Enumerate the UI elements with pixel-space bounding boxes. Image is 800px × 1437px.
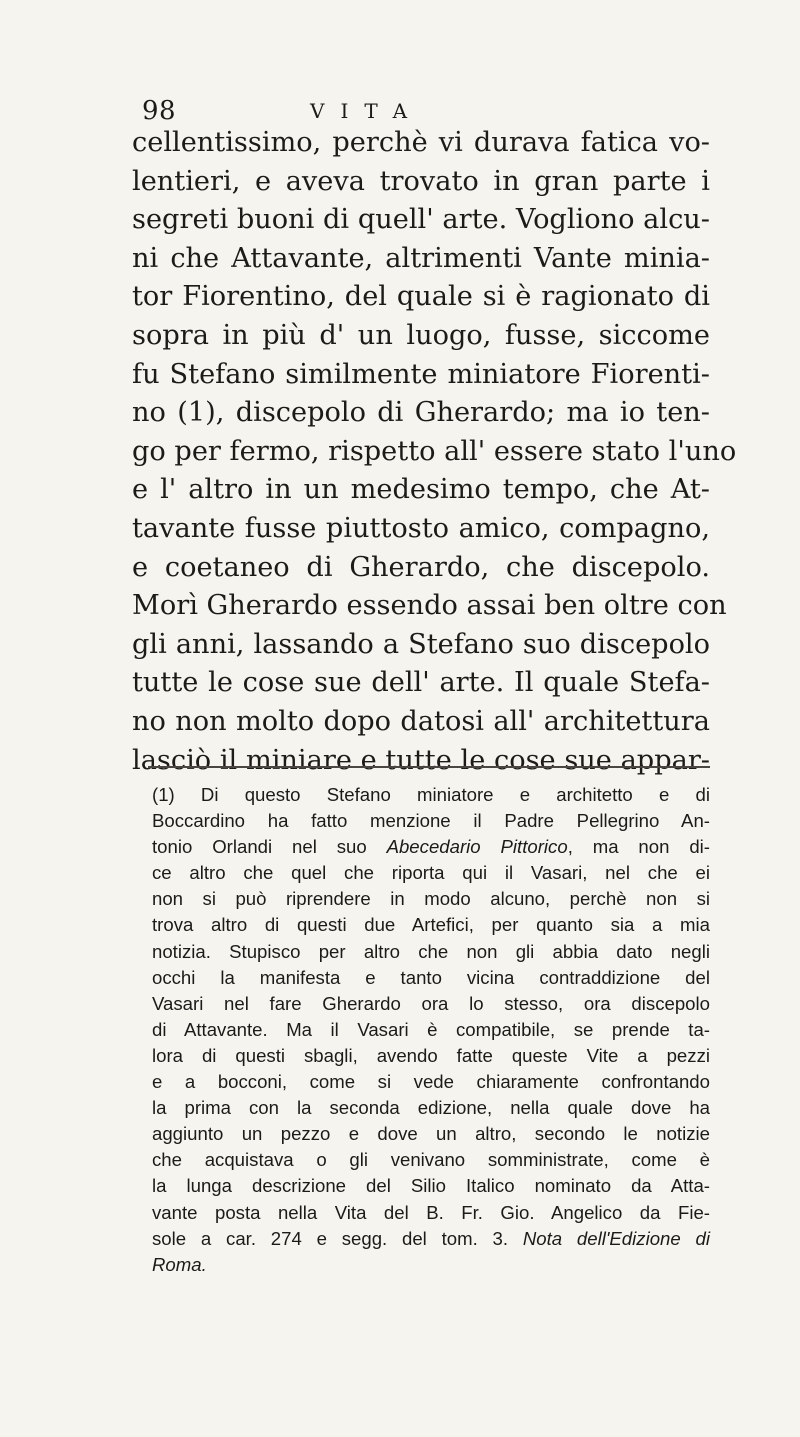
running-title: VITA bbox=[310, 99, 424, 123]
footnote-text: Vasari nel fare Gherardo ora lo stesso, ora discepolo bbox=[152, 992, 710, 1014]
footnote-line bbox=[152, 1121, 710, 1147]
footnote-line bbox=[152, 1200, 710, 1226]
footnote-separator-rule bbox=[148, 766, 710, 768]
text-line: gli anni, lassando a Stefano suo discepolo bbox=[132, 628, 710, 660]
text-line: go per fermo, rispetto all' essere stato l'uno bbox=[132, 435, 737, 467]
footnote-text: vante posta nella Vita del B. Fr. Gio. Angelico da Fie- bbox=[152, 1201, 710, 1223]
footnote-line bbox=[152, 1252, 710, 1278]
text-line: lasciò il miniare e tutte le cose sue appar- bbox=[132, 744, 710, 776]
footnote-text: la prima con la seconda edizione, nella quale dove ha bbox=[152, 1097, 710, 1119]
footnote-text: non si può riprendere in modo alcuno, perchè non si bbox=[152, 888, 710, 910]
footnote-line bbox=[152, 834, 710, 860]
footnote-italic-text: Abecedario Pittorico bbox=[386, 836, 568, 858]
footnote-text: notizia. Stupisco per altro che non gli abbia dato negli bbox=[152, 940, 710, 962]
text-line: e coetaneo di Gherardo, che discepolo. bbox=[132, 551, 710, 583]
footnote-text: e a bocconi, come si vede chiaramente confrontando bbox=[152, 1071, 710, 1093]
footnote-line bbox=[152, 1226, 710, 1252]
text-line: segreti buoni di quell' arte. Vogliono alcu- bbox=[132, 204, 710, 236]
text-line: no (1), discepolo di Gherardo; ma io ten- bbox=[132, 397, 710, 429]
footnote-text: , ma non di- bbox=[567, 836, 711, 858]
running-head bbox=[142, 96, 702, 126]
main-text bbox=[132, 124, 737, 780]
footnote-text: ce altro che quel che riporta qui il Vasari, nel che ei bbox=[152, 862, 710, 884]
footnote-italic-text: Roma. bbox=[152, 1253, 207, 1275]
footnote-text: lora di questi sbagli, avendo fatte queste Vite a pezzi bbox=[152, 1044, 710, 1066]
footnote-line bbox=[152, 912, 710, 938]
footnote bbox=[152, 782, 710, 1278]
footnote-line bbox=[152, 886, 710, 912]
footnote-line bbox=[152, 782, 710, 808]
text-line: e l' altro in un medesimo tempo, che At- bbox=[132, 474, 710, 506]
footnote-line bbox=[152, 1095, 710, 1121]
text-line: ni che Attavante, altrimenti Vante minia- bbox=[132, 242, 710, 274]
footnote-line bbox=[152, 991, 710, 1017]
text-line: Morì Gherardo essendo assai ben oltre con bbox=[132, 590, 727, 622]
footnote-line bbox=[152, 1043, 710, 1069]
footnote-text: tonio Orlandi nel suo bbox=[152, 836, 387, 858]
footnote-text: di Attavante. Ma il Vasari è compatibile, se prende ta- bbox=[152, 1018, 710, 1040]
footnote-text: (1) Di questo Stefano miniatore e architetto e di bbox=[152, 784, 710, 805]
footnote-line bbox=[152, 1017, 710, 1043]
footnote-text: la lunga descrizione del Silio Italico nominato da Atta- bbox=[152, 1175, 710, 1197]
page-number: 98 bbox=[142, 96, 177, 126]
footnote-line bbox=[152, 1147, 710, 1173]
footnote-text: aggiunto un pezzo e dove un altro, secondo le notizie bbox=[152, 1123, 710, 1145]
footnote-line bbox=[152, 965, 710, 991]
footnote-line bbox=[152, 860, 710, 886]
footnote-text: occhi la manifesta e tanto vicina contraddizione del bbox=[152, 966, 710, 988]
text-line: tor Fiorentino, del quale si è ragionato di bbox=[132, 281, 710, 313]
text-line: lentieri, e aveva trovato in gran parte i bbox=[132, 165, 710, 197]
footnote-line bbox=[152, 808, 710, 834]
footnote-text: trova altro di questi due Artefici, per quanto sia a mia bbox=[152, 914, 710, 936]
footnote-line bbox=[152, 1173, 710, 1199]
footnote-line bbox=[152, 1069, 710, 1095]
footnote-line bbox=[152, 939, 710, 965]
text-line: fu Stefano similmente miniatore Fiorenti- bbox=[132, 358, 710, 390]
footnote-text: Boccardino ha fatto menzione il Padre Pellegrino An- bbox=[152, 810, 710, 832]
footnote-italic-text: Nota dell'Edizione di bbox=[522, 1227, 710, 1249]
text-line: cellentissimo, perchè vi durava fatica vo- bbox=[132, 127, 710, 158]
footnote-text: che acquistava o gli venivano somministrate, come è bbox=[152, 1149, 710, 1171]
text-line: tutte le cose sue dell' arte. Il quale Stefa- bbox=[132, 667, 710, 699]
footnote-text: sole a car. 274 e segg. del tom. 3. bbox=[152, 1227, 523, 1249]
text-line: sopra in più d' un luogo, fusse, siccome bbox=[132, 319, 710, 351]
text-line: tavante fusse piuttosto amico, compagno, bbox=[132, 512, 710, 544]
text-line: no non molto dopo datosi all' architettura bbox=[132, 705, 710, 737]
